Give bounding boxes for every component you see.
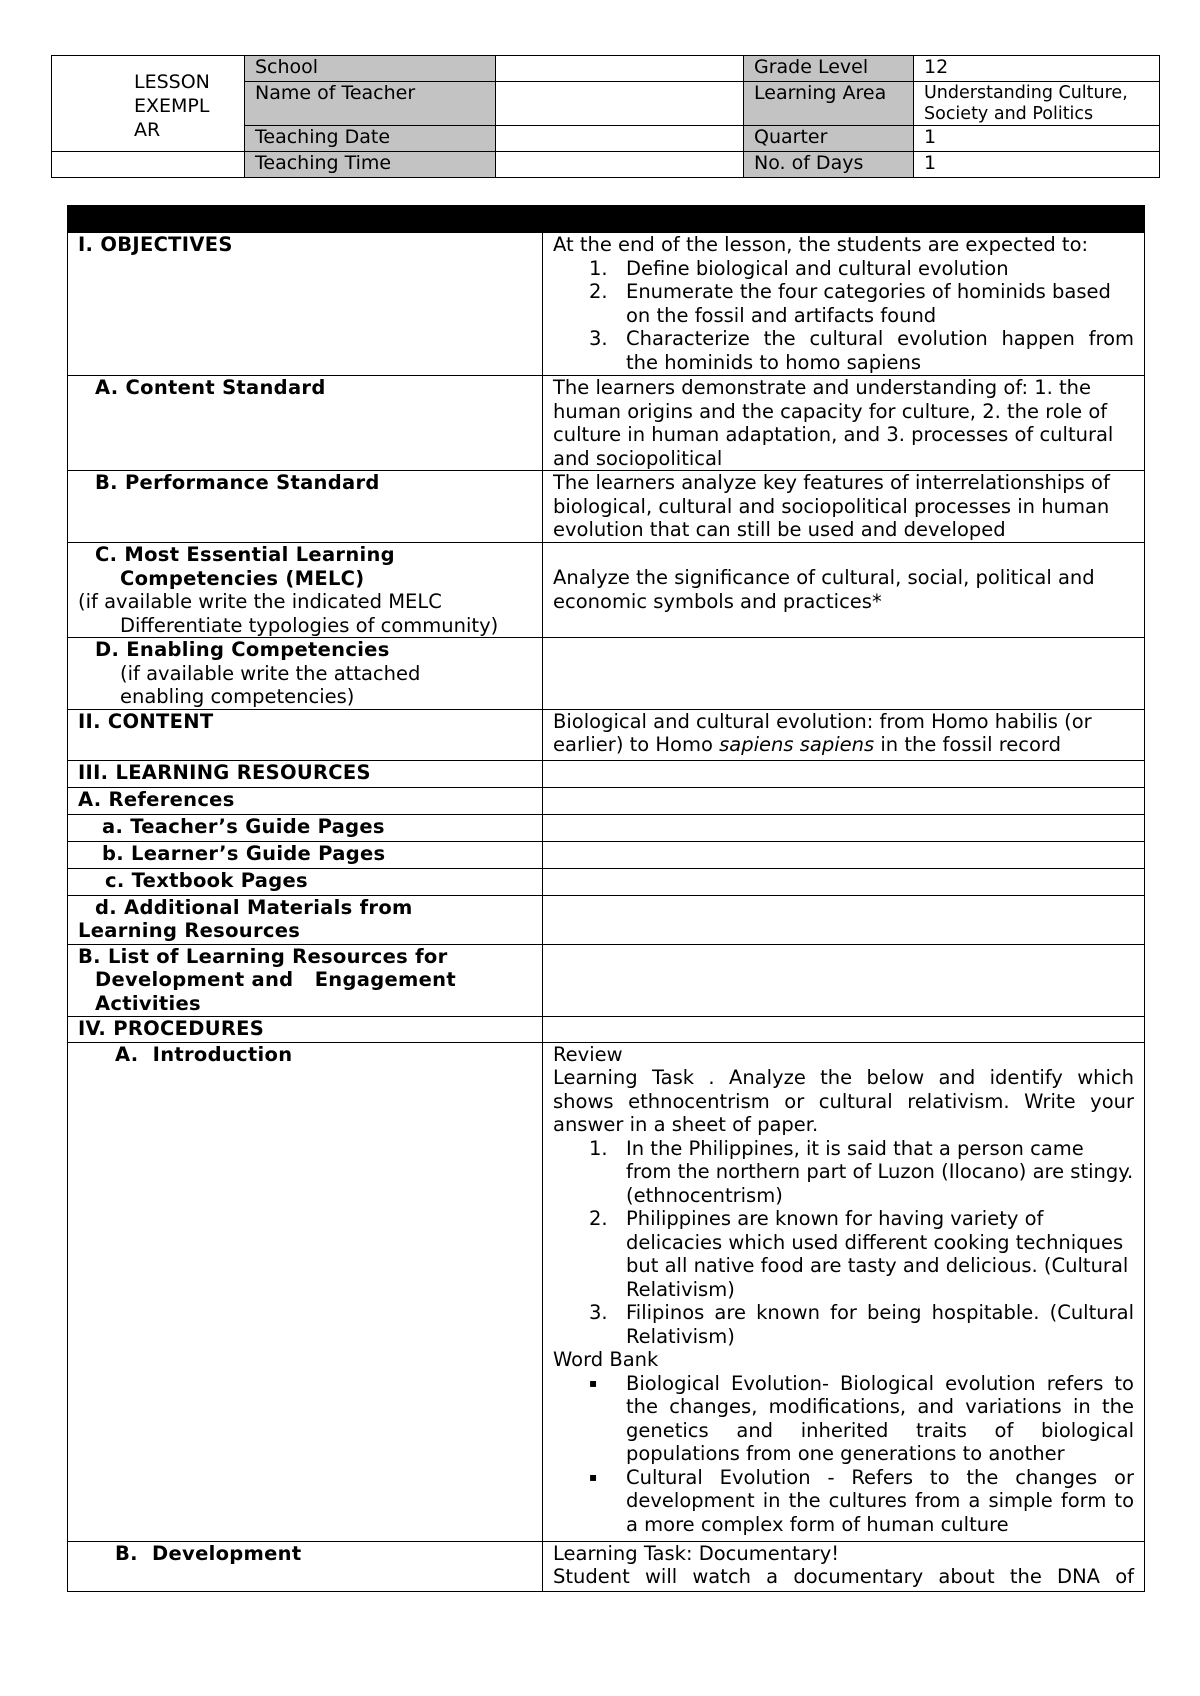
- performance-standard-text: The learners analyze key features of interrelationships of biological, cultural and sociopolitical processes in human evolution that can still be used and developed: [543, 471, 1145, 543]
- objectives-content: [543, 233, 1145, 376]
- grade-level-label: Grade Level: [744, 56, 914, 82]
- list-item: ▪ Biological Evolution- Biological evolution refers to the changes, modifications, and variations in the genetics and inherited traits of biological populations from one generations to another: [589, 1371, 1134, 1465]
- performance-standard-row: [68, 471, 1145, 543]
- teacher-value[interactable]: [496, 82, 744, 126]
- quarter-value: 1: [914, 126, 1160, 152]
- enabling-label: D. Enabling Competencies: [95, 638, 390, 661]
- teacher-guide-label: a. Teacher’s Guide Pages: [102, 814, 385, 838]
- references-row: [68, 787, 1145, 814]
- intro-task-text: Learning Task . Analyze the below and identify which shows ethnocentrism or cultural relativism. Write your answer in a sheet of paper.: [553, 1066, 1134, 1136]
- list-item: 1. Define biological and cultural evolution: [589, 256, 1009, 280]
- content-standard-row: [68, 376, 1145, 471]
- melc-note-line: Differentiate typologies of community): [120, 613, 499, 637]
- development-row: [68, 1541, 1145, 1591]
- introduction-content: [543, 1042, 1145, 1541]
- development-content: [543, 1541, 1145, 1591]
- lesson-exemplar-line: EXEMPL: [134, 95, 210, 117]
- lesson-exemplar-title: [52, 56, 245, 152]
- header-empty-cell: [52, 152, 245, 178]
- bullet-icon: ▪: [589, 1375, 598, 1390]
- list-item: ▪ Cultural Evolution - Refers to the changes or development in the cultures from a simple form to a more complex form of human culture: [589, 1465, 1134, 1536]
- content-label: II. CONTENT: [68, 709, 543, 760]
- list-item: 1. In the Philippines, it is said that a person came from the northern part of Luzon (Ilocano) are stingy. (ethnocentrism): [589, 1136, 1134, 1207]
- additional-materials-line: Learning Resources: [78, 919, 301, 942]
- resource-list-line: B. List of Learning Resources for: [78, 944, 448, 968]
- content-standard-text: The learners demonstrate and understanding of: 1. the human origins and the capacity for culture, 2. the role of culture in human adaptation, and 3. processes of cultural and sociopolitical: [543, 376, 1145, 471]
- quarter-label: Quarter: [744, 126, 914, 152]
- intro-task-list: [553, 1137, 1134, 1349]
- list-item: 3. Characterize the cultural evolution happen from the hominids to homo sapiens: [589, 327, 1134, 374]
- introduction-label: A. Introduction: [115, 1042, 293, 1066]
- objectives-intro: At the end of the lesson, the students are expected to:: [553, 233, 1089, 256]
- learner-guide-label: b. Learner’s Guide Pages: [102, 841, 386, 865]
- content-row: [68, 709, 1145, 760]
- teaching-time-value[interactable]: [496, 152, 744, 178]
- melc-label-line: Competencies (MELC): [120, 566, 365, 590]
- additional-materials-row: [68, 895, 1145, 944]
- enabling-row: [68, 638, 1145, 710]
- resource-list-line: Activities: [95, 991, 201, 1015]
- textbook-row: [68, 868, 1145, 895]
- melc-label-line: C. Most Essential Learning: [95, 543, 395, 566]
- resources-row: [68, 760, 1145, 787]
- school-label: School: [245, 56, 496, 82]
- list-item: 2. Enumerate the four categories of hominids based on the fossil and artifacts found: [589, 280, 1111, 327]
- word-bank-list: [553, 1372, 1134, 1537]
- teaching-date-label: Teaching Date: [245, 126, 496, 152]
- bullet-icon: ▪: [589, 1469, 598, 1484]
- references-label: A. References: [68, 787, 543, 814]
- additional-materials-line: d. Additional Materials from: [95, 895, 413, 919]
- development-task-text: Student will watch a documentary about the DNA of: [553, 1565, 1134, 1588]
- list-item: 3. Filipinos are known for being hospitable. (Cultural Relativism): [589, 1301, 1134, 1348]
- procedures-row: [68, 1016, 1145, 1042]
- textbook-label: c. Textbook Pages: [105, 868, 308, 892]
- school-value[interactable]: [496, 56, 744, 82]
- learning-area-label: Learning Area: [744, 82, 914, 126]
- procedures-label: IV. PROCEDURES: [68, 1016, 543, 1042]
- melc-note-line: (if available write the indicated MELC: [78, 590, 442, 613]
- teacher-guide-row: [68, 814, 1145, 841]
- lesson-header-table: [51, 55, 1160, 178]
- resource-list-row: [68, 944, 1145, 1016]
- learner-guide-row: [68, 841, 1145, 868]
- content-text: Biological and cultural evolution: from Homo habilis (or earlier) to Homo sapiens sapiens in the fossil record: [543, 709, 1145, 760]
- performance-standard-label: B. Performance Standard: [95, 471, 380, 494]
- teacher-label: Name of Teacher: [245, 82, 496, 126]
- objectives-row: [68, 233, 1145, 376]
- development-label: B. Development: [115, 1541, 302, 1565]
- word-bank-label: Word Bank: [553, 1348, 659, 1371]
- list-item: 2. Philippines are known for having variety of delicacies which used different cooking techniques but all native food are tasty and delicious. (Cultural Relativism): [589, 1207, 1129, 1301]
- melc-text: Analyze the significance of cultural, social, political and economic symbols and practices*: [543, 543, 1145, 638]
- objectives-list: [553, 257, 1134, 375]
- days-value: 1: [914, 152, 1160, 178]
- teaching-time-label: Teaching Time: [245, 152, 496, 178]
- resources-label: III. LEARNING RESOURCES: [68, 760, 543, 787]
- teaching-date-value[interactable]: [496, 126, 744, 152]
- days-label: No. of Days: [744, 152, 914, 178]
- lesson-exemplar-line: AR: [134, 119, 161, 141]
- enabling-note-line: (if available write the attached: [120, 661, 421, 685]
- content-standard-label: A. Content Standard: [95, 376, 326, 399]
- grade-level-value: 12: [914, 56, 1160, 82]
- enabling-note-line: enabling competencies): [120, 685, 355, 708]
- introduction-row: [68, 1042, 1145, 1541]
- enabling-text: [543, 638, 1145, 710]
- table-header-bar: [68, 206, 1145, 233]
- learning-area-value: Understanding Culture, Society and Politics: [914, 82, 1160, 126]
- lesson-exemplar-line: LESSON: [134, 71, 210, 93]
- review-label: Review: [553, 1042, 623, 1066]
- objectives-label: I. OBJECTIVES: [68, 233, 543, 376]
- melc-row: [68, 543, 1145, 638]
- lesson-plan-table: [67, 205, 1145, 1592]
- development-task-title: Learning Task: Documentary!: [553, 1541, 840, 1565]
- resource-list-line: Development and Engagement: [95, 968, 456, 991]
